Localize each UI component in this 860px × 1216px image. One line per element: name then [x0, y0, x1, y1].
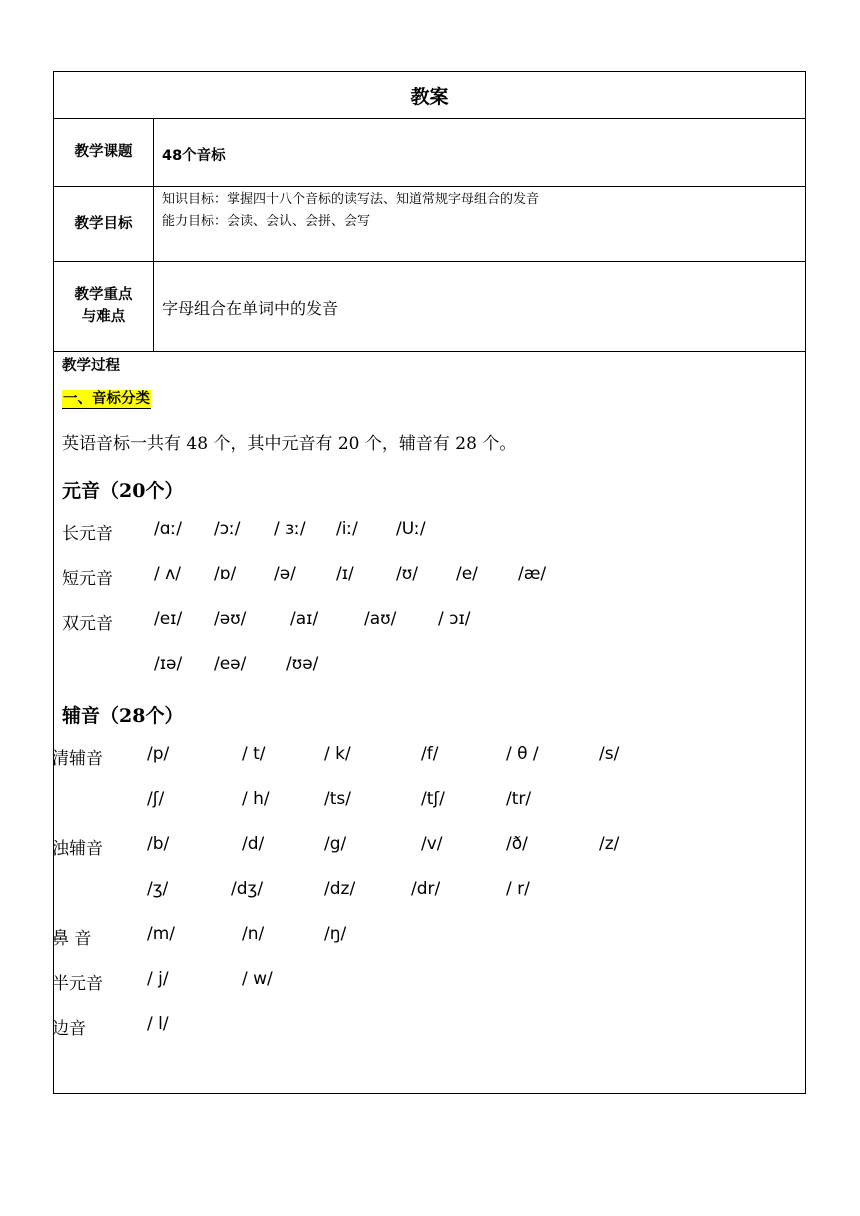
phonetic-symbol: /d/	[242, 834, 265, 854]
phonetic-symbol: /Uː/	[396, 519, 426, 539]
phonetic-symbol: /n/	[242, 924, 265, 944]
phonetic-symbol: /p/	[147, 744, 170, 764]
phonetic-symbol: /ɒ/	[214, 564, 237, 584]
symbol-row	[54, 744, 805, 770]
phonetic-symbol: /ts/	[324, 789, 351, 809]
row-label: 浊辅音	[52, 839, 103, 859]
phonetic-symbol: /aɪ/	[290, 609, 319, 629]
phonetic-symbol: /ʒ/	[147, 879, 169, 899]
phonetic-symbol: /e/	[456, 564, 478, 584]
goal-text	[162, 189, 539, 233]
phonetic-symbol: /ɪ/	[336, 564, 354, 584]
symbol-row	[54, 789, 805, 815]
phonetic-symbol: /dʒ/	[231, 879, 264, 899]
phonetic-symbol: /f/	[421, 744, 439, 764]
phonetic-symbol: /tʃ/	[421, 789, 445, 809]
row-label: 长元音	[62, 524, 113, 544]
phonetic-symbol: /aʊ/	[364, 609, 397, 629]
phonetic-symbol: /dz/	[324, 879, 356, 899]
phonetic-symbol: / ʌ/	[154, 564, 181, 584]
phonetic-symbol: /g/	[324, 834, 347, 854]
phonetic-symbol: / k/	[324, 744, 351, 764]
row-label: 半元音	[52, 974, 103, 994]
phonetic-symbol: /ŋ/	[324, 924, 347, 944]
topic-value: 48个音标	[162, 148, 226, 164]
row-label: 鼻 音	[52, 929, 92, 949]
vowels-heading: 元音（20个）	[62, 480, 184, 502]
consonants-heading: 辅音（28个）	[62, 705, 184, 727]
phonetic-symbol: /dr/	[411, 879, 441, 899]
key-label-line-2: 与难点	[81, 309, 126, 325]
symbol-row	[54, 519, 805, 545]
section-heading	[62, 387, 151, 408]
phonetic-symbol: /v/	[421, 834, 443, 854]
section-title: 一、音标分类	[63, 391, 150, 407]
phonetic-symbol: /m/	[147, 924, 176, 944]
goal-line-2: 能力目标：会读、会认、会拼、会写	[162, 214, 371, 229]
phonetic-symbol: / r/	[506, 879, 530, 899]
phonetic-symbol: /z/	[599, 834, 620, 854]
key-points-label	[54, 261, 153, 351]
phonetic-symbol: /ʊ/	[396, 564, 418, 584]
symbol-row	[54, 1014, 805, 1040]
topic-label: 教学课题	[74, 144, 133, 160]
divider	[54, 118, 805, 119]
symbol-row	[54, 609, 805, 635]
phonetic-symbol: / w/	[242, 969, 273, 989]
symbol-row	[54, 564, 805, 590]
row-label: 短元音	[62, 569, 113, 589]
phonetic-symbol: /əʊ/	[214, 609, 247, 629]
phonetic-symbol: / l/	[147, 1014, 169, 1034]
phonetic-symbol: / ɜː/	[274, 519, 306, 539]
phonetic-symbol: / ɔɪ/	[438, 609, 471, 629]
divider	[54, 186, 805, 187]
phonetic-symbol: /ʊə/	[286, 654, 319, 674]
process-label: 教学过程	[62, 358, 120, 374]
phonetic-symbol: /s/	[599, 744, 620, 764]
goal-line-1: 知识目标：掌握四十八个音标的读写法、知道常规字母组合的发音	[162, 192, 540, 207]
phonetic-symbol: /ɑː/	[154, 519, 182, 539]
phonetic-symbol: /ə/	[274, 564, 296, 584]
phonetic-symbol: /tr/	[506, 789, 532, 809]
symbol-row	[54, 924, 805, 950]
phonetic-symbol: / h/	[242, 789, 270, 809]
row-label: 边音	[52, 1019, 86, 1039]
page-title: 教案	[410, 85, 449, 108]
phonetic-symbol: /ɔː/	[214, 519, 241, 539]
goal-label: 教学目标	[74, 215, 133, 232]
symbol-row	[54, 654, 805, 680]
phonetic-symbol: /ɪə/	[154, 654, 183, 674]
phonetic-symbol: / θ /	[506, 744, 539, 764]
row-label: 清辅音	[52, 749, 103, 769]
phonetic-symbol: / t/	[242, 744, 266, 764]
phonetic-symbol: /ʃ/	[147, 789, 165, 809]
key-points-value: 字母组合在单词中的发音	[162, 299, 339, 318]
key-label-line-1: 教学重点	[74, 287, 133, 303]
divider	[54, 261, 805, 262]
row-label: 双元音	[62, 614, 113, 634]
column-divider	[153, 118, 154, 351]
phonetic-symbol: /ð/	[506, 834, 528, 854]
phonetic-symbol: /iː/	[336, 519, 358, 539]
symbol-row	[54, 969, 805, 995]
phonetic-symbol: /eə/	[214, 654, 247, 674]
intro-text: 英语音标一共有 48 个，其中元音有 20 个，辅音有 28 个。	[62, 434, 517, 454]
symbol-row	[54, 834, 805, 860]
divider	[54, 351, 805, 352]
lesson-plan-table	[53, 71, 806, 1094]
phonetic-symbol: / j/	[147, 969, 169, 989]
phonetic-symbol: /eɪ/	[154, 609, 183, 629]
phonetic-symbol: /æ/	[518, 564, 547, 584]
symbol-row	[54, 879, 805, 905]
phonetic-symbol: /b/	[147, 834, 170, 854]
